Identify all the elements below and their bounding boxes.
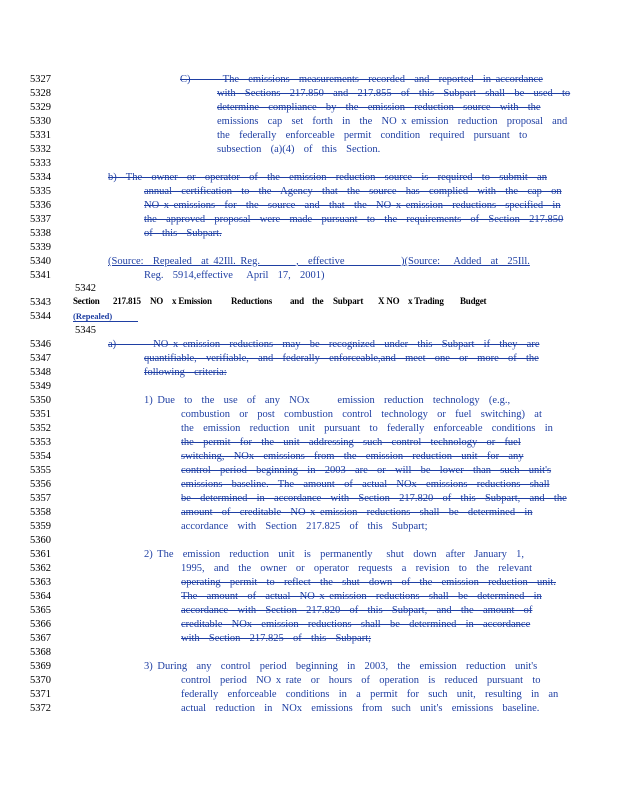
- line-number: 5368: [30, 647, 51, 658]
- text-line: with Sections 217.850 and 217.855 of this Subpart shall be used to: [217, 88, 571, 99]
- text-line: the permit for the unit addressing such control technology or fuel: [181, 437, 521, 448]
- line-number: 5365: [30, 605, 51, 616]
- line-number: 5358: [30, 507, 51, 518]
- text-line: 1) Due to the use of any NOx emission reduction technology (e.g.,: [144, 395, 511, 406]
- line-number: 5356: [30, 479, 51, 490]
- line-number: 5330: [30, 116, 51, 127]
- line-number: 5359: [30, 521, 51, 532]
- text-line: creditable NOx emission reductions shall be determined in accordance: [181, 619, 531, 630]
- source-note: Reg. 5914,effective April 17, 2001): [144, 270, 325, 281]
- text-line: emissions cap set forth in the NO x emission reduction proposal and: [217, 116, 568, 127]
- text-line: amount of creditable NO x emission reductions shall be determined in: [181, 507, 533, 518]
- text-line: control period beginning in 2003 are or will be lower than such unit's: [181, 465, 552, 476]
- text-line: of this Subpart.: [144, 228, 222, 239]
- line-number: 5332: [30, 144, 51, 155]
- line-number: 5343: [30, 297, 51, 308]
- line-number: 5339: [30, 242, 51, 253]
- line-number: 5361: [30, 549, 51, 560]
- line-number: 5372: [30, 703, 51, 714]
- line-number: 5347: [30, 353, 51, 364]
- text-line: 3) During any control period beginning in 2003, the emission reduction unit's: [144, 661, 538, 672]
- line-number: 5329: [30, 102, 51, 113]
- line-number: 5360: [30, 535, 51, 546]
- section-heading-part: x Trading: [408, 296, 444, 306]
- section-heading-part: Section: [73, 296, 100, 306]
- section-heading-part: NO: [150, 296, 164, 306]
- section-heading-part: Budget: [460, 296, 487, 306]
- line-number: 5328: [30, 88, 51, 99]
- line-number: 5342: [75, 283, 96, 294]
- line-number: 5370: [30, 675, 51, 686]
- text-line: 2) The emission reduction unit is permanently shut down after January 1,: [144, 549, 525, 560]
- line-number: 5327: [30, 74, 51, 85]
- text-line: the approved proposal were made pursuant to the requirements of Section 217.850: [144, 214, 564, 225]
- text-line: be determined in accordance with Section 217.820 of this Subpart, and the: [181, 493, 567, 504]
- text-line: emissions baseline. The amount of actual NOx emissions reductions shall: [181, 479, 550, 490]
- text-line: following criteria:: [144, 367, 227, 378]
- section-heading-part: and: [290, 296, 304, 306]
- line-number: 5353: [30, 437, 51, 448]
- text-line: switching, NOx emissions from the emission reduction unit for any: [181, 451, 524, 462]
- text-line: with Section 217.825 of this Subpart;: [181, 633, 372, 644]
- text-line: operating permit to reflect the shut down of the emission reduction unit.: [181, 577, 556, 588]
- line-number: 5352: [30, 423, 51, 434]
- text-line: 1995, and the owner or operator requests a revision to the relevant: [181, 563, 533, 574]
- line-number: 5334: [30, 172, 51, 183]
- section-heading-part: Subpart: [333, 296, 364, 306]
- line-number: 5367: [30, 633, 51, 644]
- text-line: NO x emissions for the source and that the NO x emission reductions specified in: [144, 200, 561, 211]
- line-number: 5357: [30, 493, 51, 504]
- text-line: actual reduction in NOx emissions from such unit's emissions baseline.: [181, 703, 540, 714]
- text-line: annual certification to the Agency that the source has complied with the cap on: [144, 186, 562, 197]
- line-number: 5355: [30, 465, 51, 476]
- source-note: (Source: Repealed at 42Ill. Reg. ______, effective _________)(Source: Added at 25Ill.: [108, 256, 530, 267]
- line-number: 5366: [30, 619, 51, 630]
- text-line: combustion or post combustion control technology or fuel switching) at: [181, 409, 542, 420]
- line-number: 5345: [75, 325, 96, 336]
- text-line: the emission reduction unit pursuant to federally enforceable conditions in: [181, 423, 553, 434]
- text-line: C) The emissions measurements recorded and reported in accordance: [180, 74, 543, 85]
- line-number: 5340: [30, 256, 51, 267]
- text-line: federally enforceable conditions in a permit for such unit, resulting in an: [181, 689, 559, 700]
- line-number: 5362: [30, 563, 51, 574]
- line-number: 5337: [30, 214, 51, 225]
- line-number: 5363: [30, 577, 51, 588]
- line-number: 5335: [30, 186, 51, 197]
- text-line: accordance with Section 217.820 of this Subpart, and the amount of: [181, 605, 533, 616]
- text-line: The amount of actual NO x emission reductions shall be determined in: [181, 591, 542, 602]
- text-line: quantifiable, verifiable, and federally enforceable,and meet one or more of the: [144, 353, 539, 364]
- section-heading-part: x Emission: [172, 296, 212, 306]
- line-number: 5371: [30, 689, 51, 700]
- text-line: subsection (a)(4) of this Section.: [217, 144, 381, 155]
- text-line: b) The owner or operator of the emission reduction source is required to submit an: [108, 172, 547, 183]
- line-number: 5350: [30, 395, 51, 406]
- line-number: 5369: [30, 661, 51, 672]
- line-number: 5364: [30, 591, 51, 602]
- text-line: the federally enforceable permit condition required pursuant to: [217, 130, 528, 141]
- line-number: 5348: [30, 367, 51, 378]
- line-number: 5333: [30, 158, 51, 169]
- line-number: 5338: [30, 228, 51, 239]
- line-number: 5336: [30, 200, 51, 211]
- line-number: 5351: [30, 409, 51, 420]
- section-heading-part: Reductions: [231, 296, 273, 306]
- section-heading-part: X NO: [378, 296, 400, 306]
- repealed-label: (Repealed): [73, 311, 138, 322]
- line-number: 5354: [30, 451, 51, 462]
- line-number: 5331: [30, 130, 51, 141]
- line-number: 5341: [30, 270, 51, 281]
- section-heading-part: 217.815: [113, 296, 141, 306]
- text-line: accordance with Section 217.825 of this Subpart;: [181, 521, 428, 532]
- text-line: control period NO x rate or hours of operation is reduced pursuant to: [181, 675, 541, 686]
- section-heading-part: the: [312, 296, 324, 306]
- line-number: 5346: [30, 339, 51, 350]
- line-number: 5344: [30, 311, 51, 322]
- line-number: 5349: [30, 381, 51, 392]
- text-line: determine compliance by the emission reduction source with the: [217, 102, 541, 113]
- text-line: a) NO x emission reductions may be recognized under this Subpart if they are: [108, 339, 540, 350]
